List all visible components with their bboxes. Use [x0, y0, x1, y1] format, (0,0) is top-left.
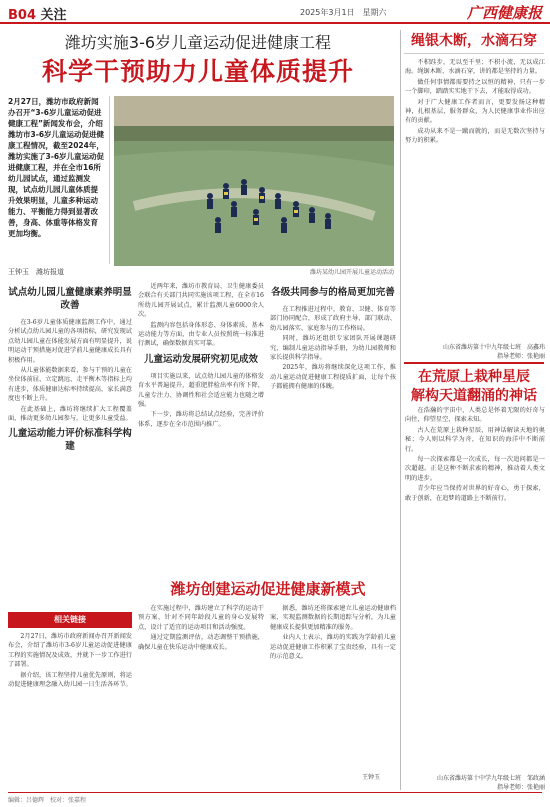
- essay2-paragraph: 每一次探索都是一次成长，每一次追问都是一次超越。正是这种不断求索的精神，推动着人类文明的进步。: [405, 456, 545, 482]
- column-c-paragraph: 在工程推进过程中，教育、卫健、体育等部门协同配合，形成了政府主导、部门联动、幼儿园落实、家庭参与的工作格局。: [270, 306, 396, 332]
- article2-title: 潍坊创建运动促进健康新模式: [170, 580, 366, 598]
- lead-paragraph: 2月27日，潍坊市政府新闻办召开“3-6岁儿童运动促进健康工程”新闻发布会，介绍潍坊市3-6岁儿童运动促进健康工程情况，截至2024年，潍坊实施了3-6岁儿童运动促进健康工程，并在全市16所幼儿园试点，通过监测发现，试点幼儿园儿童体质提升效果明显，儿童多种运动能力、平衡能力得到显著改善，身高、体重等体格发育更加均衡。: [8, 96, 110, 264]
- column-c-paragraph: 2025年，潍坊将继续深化这项工作，推动儿童运动促进健康工程提质扩面，让每个孩子都能拥有健康的体魄。: [270, 364, 396, 391]
- essay2-paragraph: 古人在荒原上栽种星辰，用神话解读天地的奥秘；今人则以科学为舟，在知识的海洋中不断前行。: [405, 426, 545, 453]
- headline-subtitle: 潍坊实施3-6岁儿童运动促进健康工程: [64, 33, 332, 52]
- column-b-paragraph: 近两年来，潍坊市教育局、卫生健康委员会联合有关部门共同实施该项工程，在全市16所幼儿园开展试点，累计监测儿童6000余人次。: [138, 283, 264, 319]
- column-a-heading: 试点幼儿园儿童健康素养明显改善: [8, 287, 132, 311]
- column-divider: [400, 30, 401, 790]
- page-header: [0, 0, 550, 24]
- essay1-body: [405, 58, 545, 338]
- column-c-paragraph: 同时，潍坊还组织专家团队开展课题研究，编制儿童运动指导手册，为幼儿园教师和家长提供科学指导。: [270, 335, 396, 362]
- article2-author: 王钟玉: [362, 774, 381, 781]
- column-b-paragraph: 项目实施以来，试点幼儿园儿童的体格发育水平普遍提升，超重肥胖检出率有所下降，儿童专注力、协调性和社会适应能力也随之增强。: [138, 372, 264, 409]
- kids-playground-photo: [114, 96, 394, 266]
- photo-caption: 潍坊某幼儿园开展儿童运动活动: [309, 269, 394, 276]
- column-b-heading: 儿童运动发展研究初见成效: [143, 353, 258, 365]
- column-a-paragraph: 在此基础上，潍坊将继续扩大工程覆盖面，推动更多幼儿园参与，让更多儿童受益。: [8, 405, 132, 423]
- article2-paragraph: 在实施过程中，潍坊建立了科学的运动干预方案，针对不同年龄段儿童的身心发展特点，设计了适宜的运动项目和活动强度。: [138, 605, 264, 631]
- column-b-paragraph: 监测内容包括身体形态、身体素质、基本运动能力等方面，由专业人员按照统一标准进行测试，确保数据真实可靠。: [138, 321, 264, 348]
- column-c-heading: 各级共同参与的格局更加完善: [271, 287, 395, 298]
- issue-date: 2025年3月1日 星期六: [300, 8, 387, 17]
- article2-column-c: [270, 604, 396, 784]
- newspaper-logo: 广西健康报: [466, 4, 542, 22]
- article2-paragraph: 业内人士表示，潍坊的实践为学龄前儿童运动促进健康工作积累了宝贵经验，具有一定的示范意义。: [270, 634, 396, 661]
- essay1-paragraph: 不积跬步，无以至千里；不积小流，无以成江海。绳锯木断、水滴石穿，讲的都是坚持的力量。: [405, 59, 545, 76]
- article2-paragraph: 据介绍，该工程坚持儿童优先原则，将运动促进健康理念融入幼儿园一日生活各环节。: [8, 671, 132, 689]
- essay2-paragraph: 在浩瀚的宇宙中，人类总是怀着无限的好奇与向往，仰望星空，探索未知。: [405, 407, 545, 424]
- article2-paragraph: 2月27日，潍坊市政府新闻办召开新闻发布会，介绍了潍坊市3-6岁儿童运动促进健康工程的实施情况及成效，并就下一步工作进行了部署。: [8, 633, 132, 669]
- essay1-paragraph: 对于广大健康工作者而言，更要发扬这种精神，扎根基层，服务群众，为人民健康事业作出应有的贡献。: [405, 98, 545, 125]
- column-a-paragraph: 从儿童体能数据来看，参与干预的儿童在坐位体前屈、立定跳远、走平衡木等指标上均有进步，体质健康达标率持续提高，家长满意度也不断上升。: [8, 367, 132, 403]
- article-author: 王钟玉 潍坊报道: [8, 268, 64, 276]
- column-a-heading-2: 儿童运动能力评价标准科学构建: [8, 428, 132, 453]
- article2-paragraph: 据悉，潍坊还将探索建立儿童运动健康档案，实现监测数据的长期追踪与分析，为儿童健康成长提供更加精准的服务。: [270, 605, 396, 631]
- essay1-paragraph: 做任何事情都需要持之以恒的精神，只有一步一个脚印，踏踏实实地干下去，才能取得成功。: [405, 78, 545, 96]
- column-b-paragraph: 下一步，潍坊将总结试点经验，完善评价体系，逐步在全市范围内推广。: [138, 411, 264, 428]
- essay2-paragraph: 青少年应当保持对世界的好奇心，勇于探索，敢于创新，在追梦的道路上不断前行。: [405, 485, 545, 502]
- essay1-paragraph: 成功从来不是一蹴而就的，而是无数次坚持与努力的积累。: [405, 127, 545, 145]
- section-label: [8, 4, 67, 23]
- article2-column-a: [8, 632, 132, 782]
- essay2-title: 在荒原上栽种星辰 解构天道翻涌的神话: [404, 362, 544, 406]
- essay2-body: [405, 406, 545, 772]
- article2-column-b: [138, 604, 264, 784]
- article-column-b: [138, 282, 264, 612]
- page-footer: 编辑：吕德辉 校对：张嘉程: [8, 792, 542, 804]
- headline-title: 科学干预助力儿童体质提升: [41, 57, 354, 86]
- page-code: B04: [8, 8, 36, 23]
- essay1-title: 绳银木断，水滴石穿: [404, 32, 544, 54]
- section-name: 关注: [40, 8, 67, 23]
- article-column-c: [270, 282, 396, 612]
- column-a-paragraph: 在3-6岁儿童体质健康监测工作中，通过分析试点幼儿园儿童的各项指标，研究发现试点幼儿园儿童在体能发展方面有明显提升，说明运动干预措施对促进学前儿童健康成长具有积极作用。: [8, 319, 132, 364]
- article-column-a: [8, 282, 132, 612]
- essay2-source: 山东省潍坊第十中学九年级七班 邹政涵 指导老师：张艳丽: [436, 775, 545, 791]
- related-link-bar[interactable]: 相关链接: [8, 612, 132, 628]
- essay1-source: 山东省潍坊第十中九年级七班 高鑫玮 指导老师：张艳丽: [442, 344, 545, 360]
- article2-paragraph: 通过定期监测评估，动态调整干预措施，确保儿童在快乐运动中健康成长。: [138, 634, 264, 651]
